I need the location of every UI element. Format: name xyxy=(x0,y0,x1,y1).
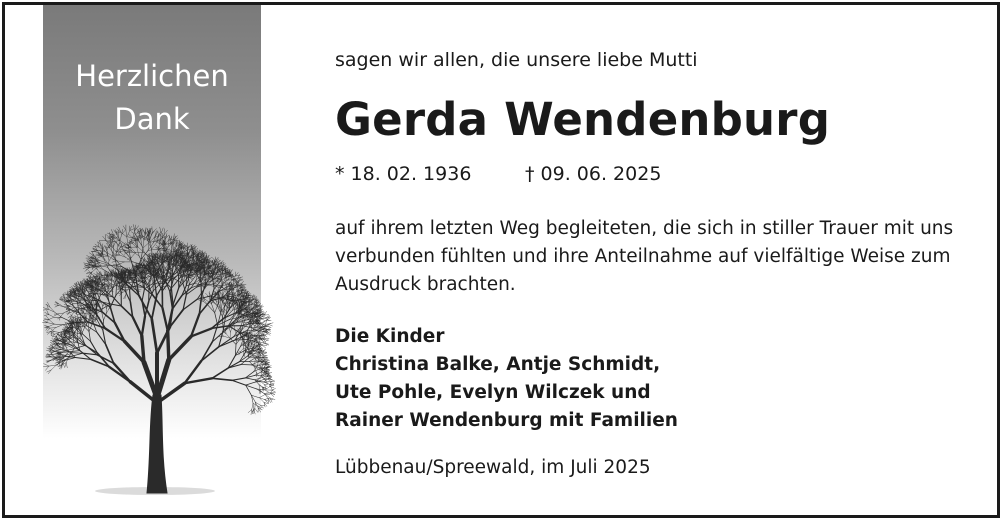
place-date: Lübbenau/Spreewald, im Juli 2025 xyxy=(335,457,651,478)
death-date: † 09. 06. 2025 xyxy=(525,163,662,185)
side-heading-line1: Herzlichen xyxy=(75,59,229,93)
signers-block xyxy=(335,323,678,435)
signer-line: Die Kinder xyxy=(335,326,445,347)
thanks-line: auf ihrem letzten Weg begleiteten, die sich in stiller Trauer mit uns xyxy=(335,218,954,239)
thanks-text xyxy=(335,215,975,299)
thanks-line: Ausdruck brachten. xyxy=(335,274,516,295)
signer-line: Rainer Wendenburg mit Familien xyxy=(335,410,678,431)
signer-line: Ute Pohle, Evelyn Wilczek und xyxy=(335,382,651,403)
birth-date: * 18. 02. 1936 xyxy=(335,163,472,185)
tree-icon xyxy=(27,223,277,501)
side-heading-line2: Dank xyxy=(114,102,190,136)
side-heading xyxy=(43,55,261,141)
thanks-line: verbunden fühlten und ihre Anteilnahme auf vielfältige Weise zum xyxy=(335,246,951,267)
notice-frame xyxy=(2,2,1000,518)
signer-line: Christina Balke, Antje Schmidt, xyxy=(335,354,661,375)
deceased-name: Gerda Wendenburg xyxy=(335,93,831,146)
intro-text: sagen wir allen, die unsere liebe Mutti xyxy=(335,49,698,71)
